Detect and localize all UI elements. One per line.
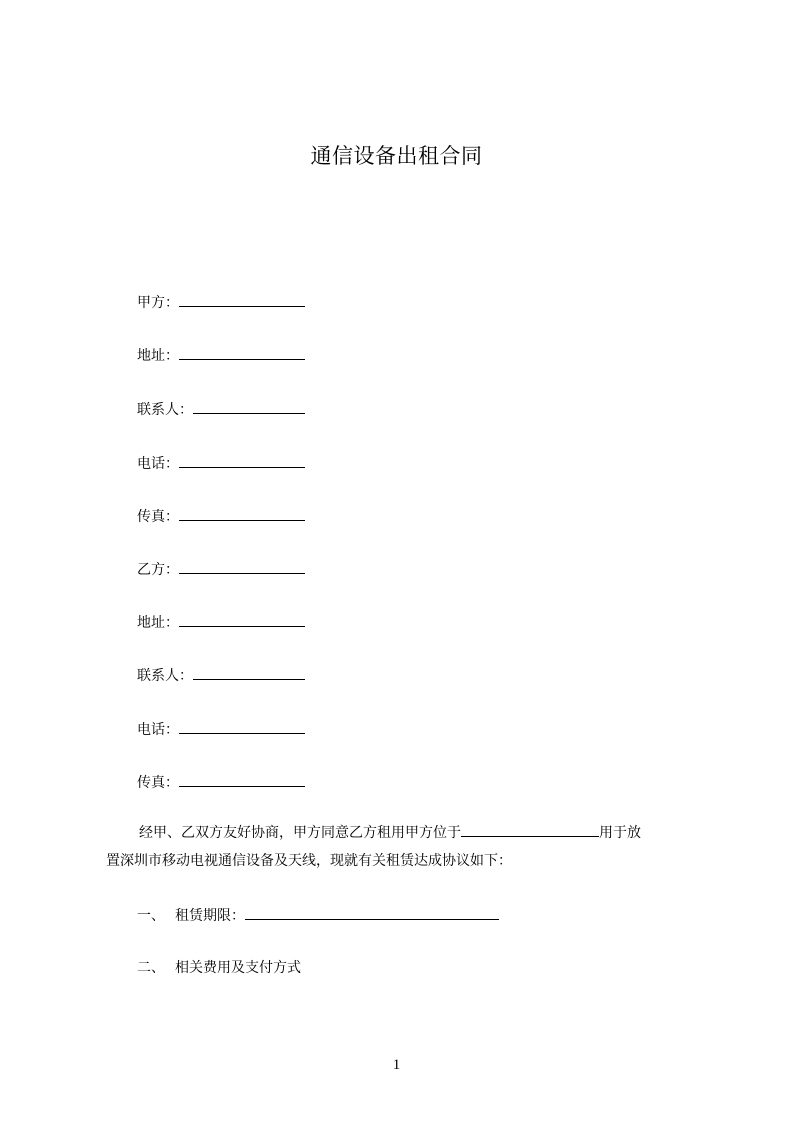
intro-text-before-blank: 经甲、乙双方友好协商，甲方同意乙方租用甲方位于 xyxy=(139,825,461,841)
party-b-blank[interactable] xyxy=(179,558,305,574)
party-b-contact-field xyxy=(137,664,305,686)
party-a-fax-label: 传真： xyxy=(137,509,179,525)
party-b-contact-label: 联系人： xyxy=(137,668,193,684)
party-a-address-label: 地址： xyxy=(137,348,179,364)
section-label: 相关费用及支付方式 xyxy=(175,960,301,976)
party-b-fax-label: 传真： xyxy=(137,775,179,791)
party-b-phone-field xyxy=(137,718,305,740)
party-a-contact-label: 联系人： xyxy=(137,402,193,418)
party-b-phone-blank[interactable] xyxy=(179,718,305,734)
section-lease-term xyxy=(137,904,499,926)
party-a-address-field xyxy=(137,344,305,366)
intro-line-1 xyxy=(106,819,706,847)
page-number: 1 xyxy=(392,1057,401,1073)
party-a-fax-blank[interactable] xyxy=(179,505,305,521)
party-a-phone-field xyxy=(137,452,305,474)
party-b-field xyxy=(137,558,305,580)
location-blank[interactable] xyxy=(461,821,599,837)
lease-term-blank[interactable] xyxy=(245,904,499,920)
party-b-address-field xyxy=(137,611,305,633)
party-b-label: 乙方： xyxy=(137,562,179,578)
party-b-fax-field xyxy=(137,771,305,793)
intro-text-after-blank: 用于放 xyxy=(599,825,641,841)
section-label: 租赁期限： xyxy=(175,908,245,924)
party-a-phone-label: 电话： xyxy=(137,456,179,472)
party-b-address-label: 地址： xyxy=(137,615,179,631)
party-a-address-blank[interactable] xyxy=(179,344,305,360)
intro-line-2: 置深圳市移动电视通信设备及天线，现就有关租赁达成协议如下： xyxy=(106,853,512,869)
party-b-phone-label: 电话： xyxy=(137,722,179,738)
party-a-contact-field xyxy=(137,398,305,420)
intro-paragraph xyxy=(106,819,706,875)
document-title: 通信设备出租合同 xyxy=(310,144,483,168)
party-b-fax-blank[interactable] xyxy=(179,771,305,787)
party-a-contact-blank[interactable] xyxy=(193,398,305,414)
section-number: 二、 xyxy=(137,960,165,976)
party-a-fax-field xyxy=(137,505,305,527)
party-b-contact-blank[interactable] xyxy=(193,664,305,680)
party-a-field xyxy=(137,291,305,313)
party-b-address-blank[interactable] xyxy=(179,611,305,627)
section-fees-payment xyxy=(137,958,301,978)
section-number: 一、 xyxy=(137,908,165,924)
party-a-blank[interactable] xyxy=(179,291,305,307)
party-a-phone-blank[interactable] xyxy=(179,452,305,468)
party-a-label: 甲方： xyxy=(137,295,179,311)
